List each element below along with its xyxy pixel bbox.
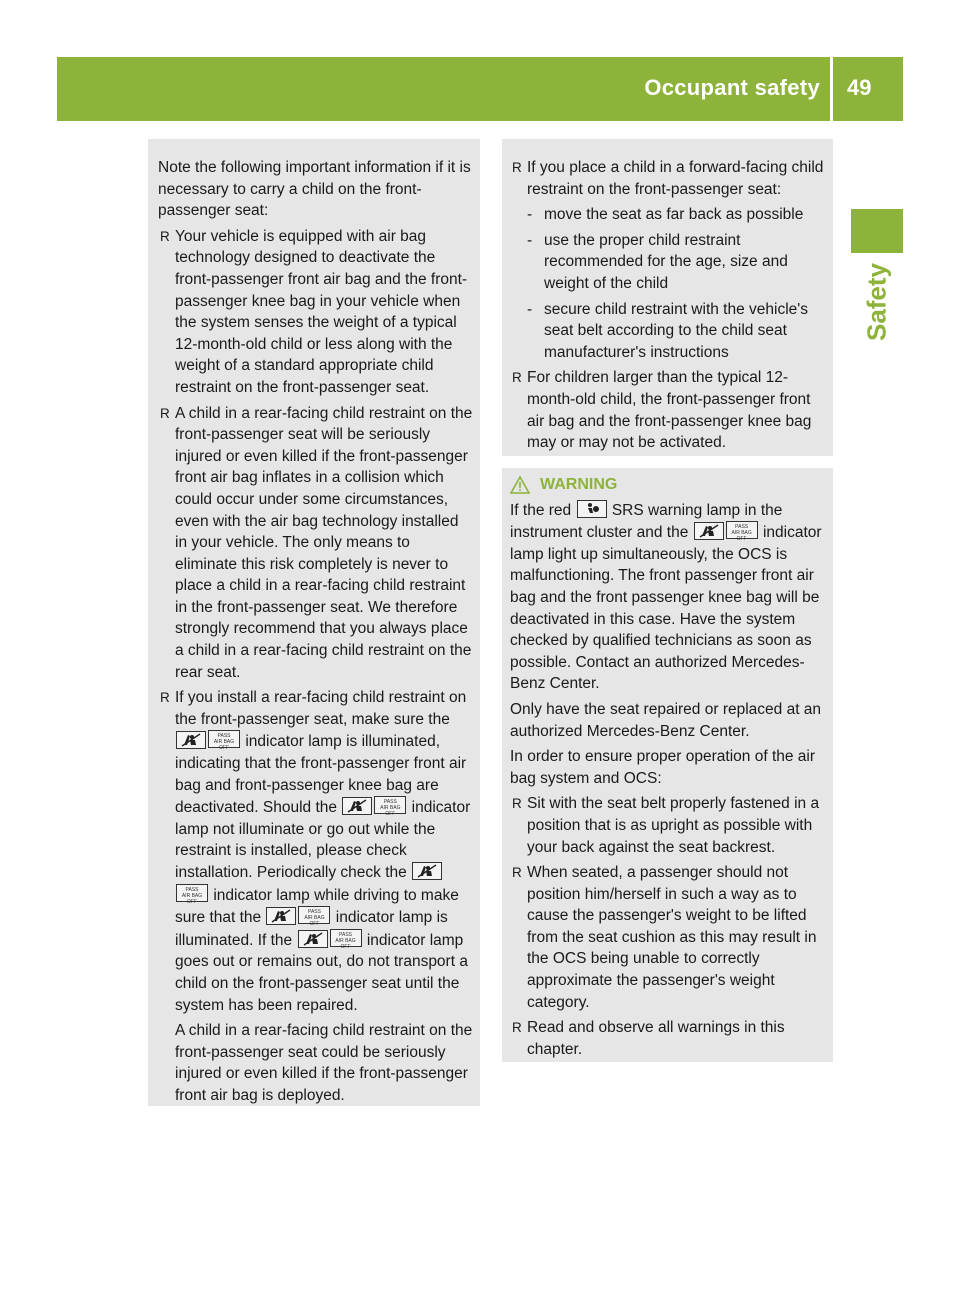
right-info-panel: [502, 139, 833, 456]
pass-airbag-off-icon: PASS AIR BAG OFF: [726, 521, 758, 539]
page-number: 49: [847, 75, 872, 100]
pass-airbag-off-icon: PASS AIR BAG OFF: [330, 929, 362, 947]
child-seat-icon: [412, 862, 442, 880]
child-seat-icon: [298, 930, 328, 948]
list-item: - use the proper child restraint recommended for the age, size and weight of the child: [510, 230, 827, 295]
child-seat-icon: [176, 731, 206, 749]
header-divider: [830, 57, 833, 121]
pass-airbag-off-indicator: [341, 799, 407, 816]
pass-airbag-off-icon: PASS AIR BAG OFF: [374, 796, 406, 814]
pass-airbag-off-indicator: [265, 909, 331, 926]
list-item: R Sit with the seat belt properly fastened in a position that is as upright as possible with your back against the seat backrest.: [510, 793, 827, 858]
pass-airbag-off-icon: PASS AIR BAG OFF: [208, 730, 240, 748]
warning-paragraph: Only have the seat repaired or replaced at an authorized Mercedes-Benz Center.: [510, 700, 822, 740]
warning-triangle-icon: [510, 476, 530, 494]
list-item: - secure child restraint with the vehicle's seat belt according to the child seat manufacturer's instructions: [510, 299, 827, 364]
pass-airbag-off-indicator: [297, 932, 363, 949]
intro-paragraph: Note the following important information if it is necessary to carry a child on the front-passenger seat:: [158, 159, 471, 220]
child-seat-icon: [342, 797, 372, 815]
warning-bullet-list: [510, 793, 827, 1060]
list-item: R Read and observe all warnings in this chapter.: [510, 1017, 827, 1060]
warning-panel: [502, 468, 833, 1062]
section-title: Occupant safety: [644, 75, 820, 100]
child-seat-icon: [694, 522, 724, 540]
warning-heading: [510, 474, 827, 496]
pass-airbag-off-indicator: [175, 733, 241, 750]
child-seat-icon: [266, 907, 296, 925]
pass-airbag-off-icon: PASS AIR BAG OFF: [298, 906, 330, 924]
paragraph: A child in a rear-facing child restraint on the front-passenger seat could be seriously injured or even killed if the front-passenger front air bag is deployed.: [175, 1022, 473, 1104]
dash-list: [510, 204, 827, 363]
right-bullet-list: [510, 157, 827, 200]
warning-title: WARNING: [540, 476, 618, 493]
side-tab-label: Safety: [861, 262, 892, 342]
srs-warning-lamp-icon: [577, 500, 607, 518]
list-item: R Your vehicle is equipped with air bag technology designed to deactivate the front-passenger front air bag and the front-passenger knee bag in your vehicle when the system senses the weight of a typical 12-month-old child or less along with the weight of a standard appropriate child restraint on the front-passenger seat.: [158, 226, 473, 399]
list-item: R If you place a child in a forward-facing child restraint on the front-passenger seat:: [510, 157, 827, 200]
warning-paragraph: In order to ensure proper operation of the air bag system and OCS:: [510, 748, 816, 787]
left-bullet-list: [158, 226, 473, 1016]
list-item: R For children larger than the typical 12-month-old child, the front-passenger front air bag and the front-passenger knee bag may or may not be activated.: [510, 367, 827, 453]
pass-airbag-off-icon: PASS AIR BAG OFF: [176, 884, 208, 902]
header-bar: [57, 57, 903, 121]
left-info-panel: [148, 139, 480, 1106]
side-tab: [844, 262, 910, 342]
right-bullet-list-2: [510, 367, 827, 453]
list-item: - move the seat as far back as possible: [510, 204, 827, 226]
warning-paragraph: If the red SRS warning lamp in the instrument cluster and the PASS AIR BAG OFF indicator lamp light up simultaneously, the OCS is malfunctioning. The front passenger front air bag and the front passenger knee bag will be deactivated in this case. Have the system checked by qualified technicians as soon as possible. Contact an authorized Mercedes-Benz Center.: [510, 501, 822, 693]
side-tab-marker: [851, 209, 903, 253]
list-item: R A child in a rear-facing child restraint on the front-passenger seat will be seriously injured or even killed if the front-passenger front air bag inflates in a collision which could occur under some circumstances, even with the air bag technology installed in your vehicle. The only means to eliminate this risk completely is never to place a child in a rear-facing child restraint in the front-passenger seat. We therefore strongly recommend that you always place a child in a rear-facing child restraint on the rear seat.: [158, 403, 473, 684]
list-item: R When seated, a passenger should not position him/herself in such a way as to cause the passenger's weight to be lifted from the seat cushion as this may result in the OCS being unable to correctly approximate the passenger's weight category.: [510, 862, 827, 1013]
list-item: R If you install a rear-facing child restraint on the front-passenger seat, make sure the PASS AIR BAG OFF indicator lamp is illuminated, indicating that the front-passenger front air bag and front-passenger knee bag are deactivated. Should the PASS AIR BAG OFF indicator lamp not illuminate or go out while the restraint is installed, please check installation. Periodically check the PASS AIR BAG OFF indicator lamp while driving to make sure that the PASS AIR BAG OFF indicator lamp is illuminated. If the PASS AIR BAG OFF indicator lamp goes out or remains out, do not transport a child on the front-passenger seat until the system has been repaired.: [158, 687, 473, 1016]
pass-airbag-off-indicator: [693, 524, 759, 541]
